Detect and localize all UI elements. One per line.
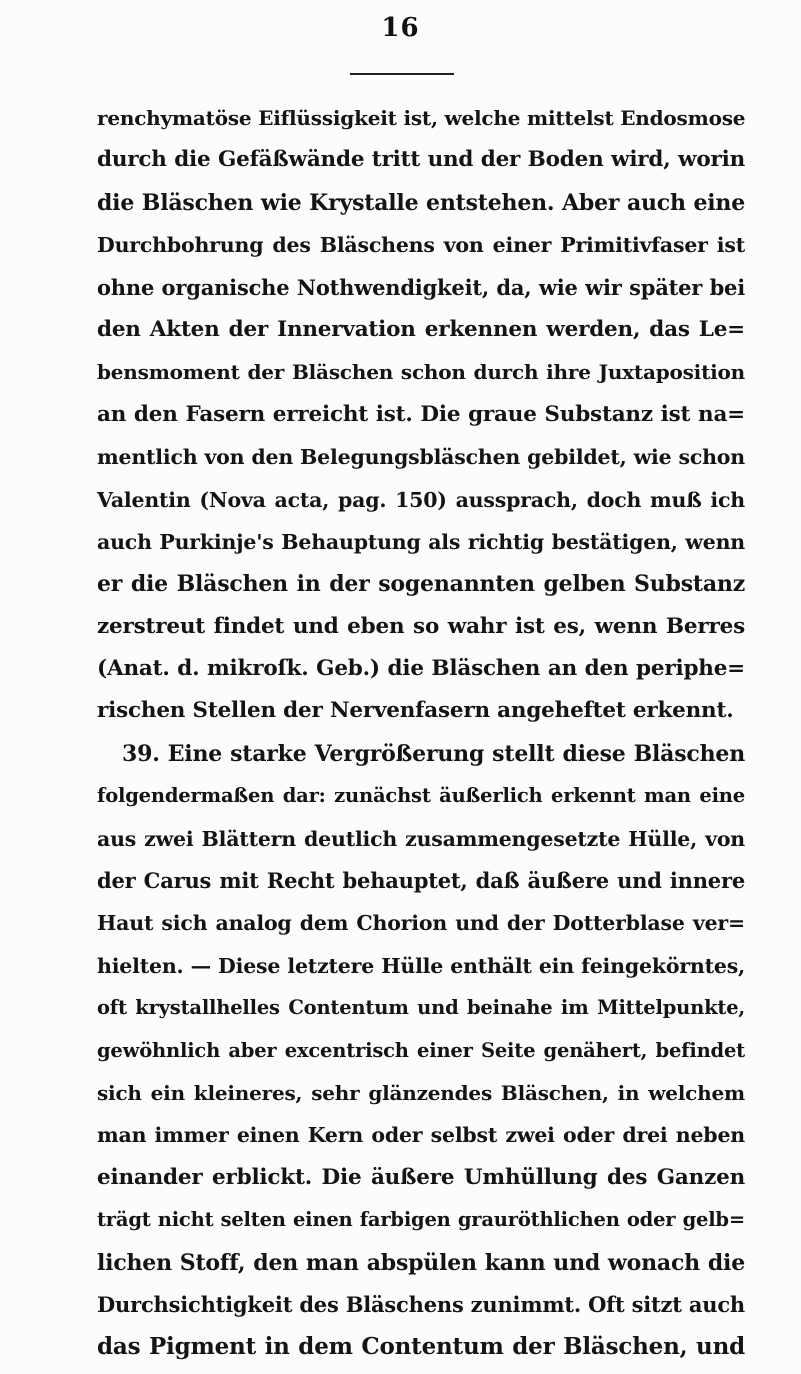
text-line: (Anat. d. mikroſk. Geb.) die Bläschen an den periphe= [97,656,745,682]
page-number: 16 [381,13,420,43]
text-line: das Pigment in dem Contentum der Bläschen, und [97,1333,745,1361]
text-line: den Akten der Innervation erkennen werden, das Le= [97,316,745,342]
text-line: an den Fasern erreicht ist. Die graue Substanz ist na= [97,401,745,427]
text-line: auch Purkinje's Behauptung als richtig bestätigen, wenn [97,529,745,554]
text-line: Durchsichtigkeit des Bläschens zunimmt. Oft sitzt auch [97,1291,745,1317]
text-line: zerstreut findet und eben so wahr ist es, wenn Berres [97,613,745,639]
text-line: folgendermaßen dar: zunächst äußerlich erkennt man eine [97,784,745,808]
text-line: aus zwei Blättern deutlich zusammengesetzte Hülle, von [97,826,745,851]
text-line: der Carus mit Recht behauptet, daß äußere und innere [97,868,745,894]
header-rule [350,73,454,75]
text-line: gewöhnlich aber excentrisch einer Seite genähert, befindet [97,1038,745,1062]
text-line: Durchbohrung des Bläschens von einer Primitivfaser ist [97,233,745,258]
text-line: lichen Stoff, den man abspülen kann und wonach die [97,1249,745,1276]
text-line: hielten. — Diese letztere Hülle enthält ein feingekörntes, [97,953,745,978]
text-line: renchymatöse Eiflüssigkeit ist, welche mittelst Endosmose [97,106,745,130]
text-line: ohne organische Nothwendigkeit, da, wie wir später bei [97,274,745,300]
text-line: Valentin (Nova acta, pag. 150) aussprach, doch muß ich [97,487,745,512]
body-text [97,97,745,1369]
text-line: mentlich von den Belegungsbläschen gebildet, wie schon [97,445,745,470]
text-line: trägt nicht selten einen farbigen grauröthlichen oder gelb= [97,1208,745,1232]
text-line: sich ein kleineres, sehr glänzendes Bläschen, in welchem [97,1080,745,1105]
page-header [0,8,801,48]
text-line: rischen Stellen der Nervenfasern angeheftet erkennt. [97,698,734,724]
text-line: man immer einen Kern oder selbst zwei oder drei neben [97,1123,745,1148]
text-line: 39. Eine starke Vergrößerung stellt diese Bläschen [122,740,745,767]
text-line: durch die Gefäßwände tritt und der Boden wird, worin [97,147,745,173]
text-line: bensmoment der Bläschen schon durch ihre Juxtaposition [97,360,745,385]
text-line: oft krystallhelles Contentum und beinahe im Mittelpunkte, [97,996,745,1020]
text-line: Haut sich analog dem Chorion und der Dotterblase ver= [97,911,745,936]
text-line: die Bläschen wie Krystalle entstehen. Aber auch eine [97,189,745,216]
text-line: er die Bläschen in der sogenannten gelben Substanz [97,571,745,598]
text-line: einander erblickt. Die äußere Umhüllung des Ganzen [97,1164,745,1190]
